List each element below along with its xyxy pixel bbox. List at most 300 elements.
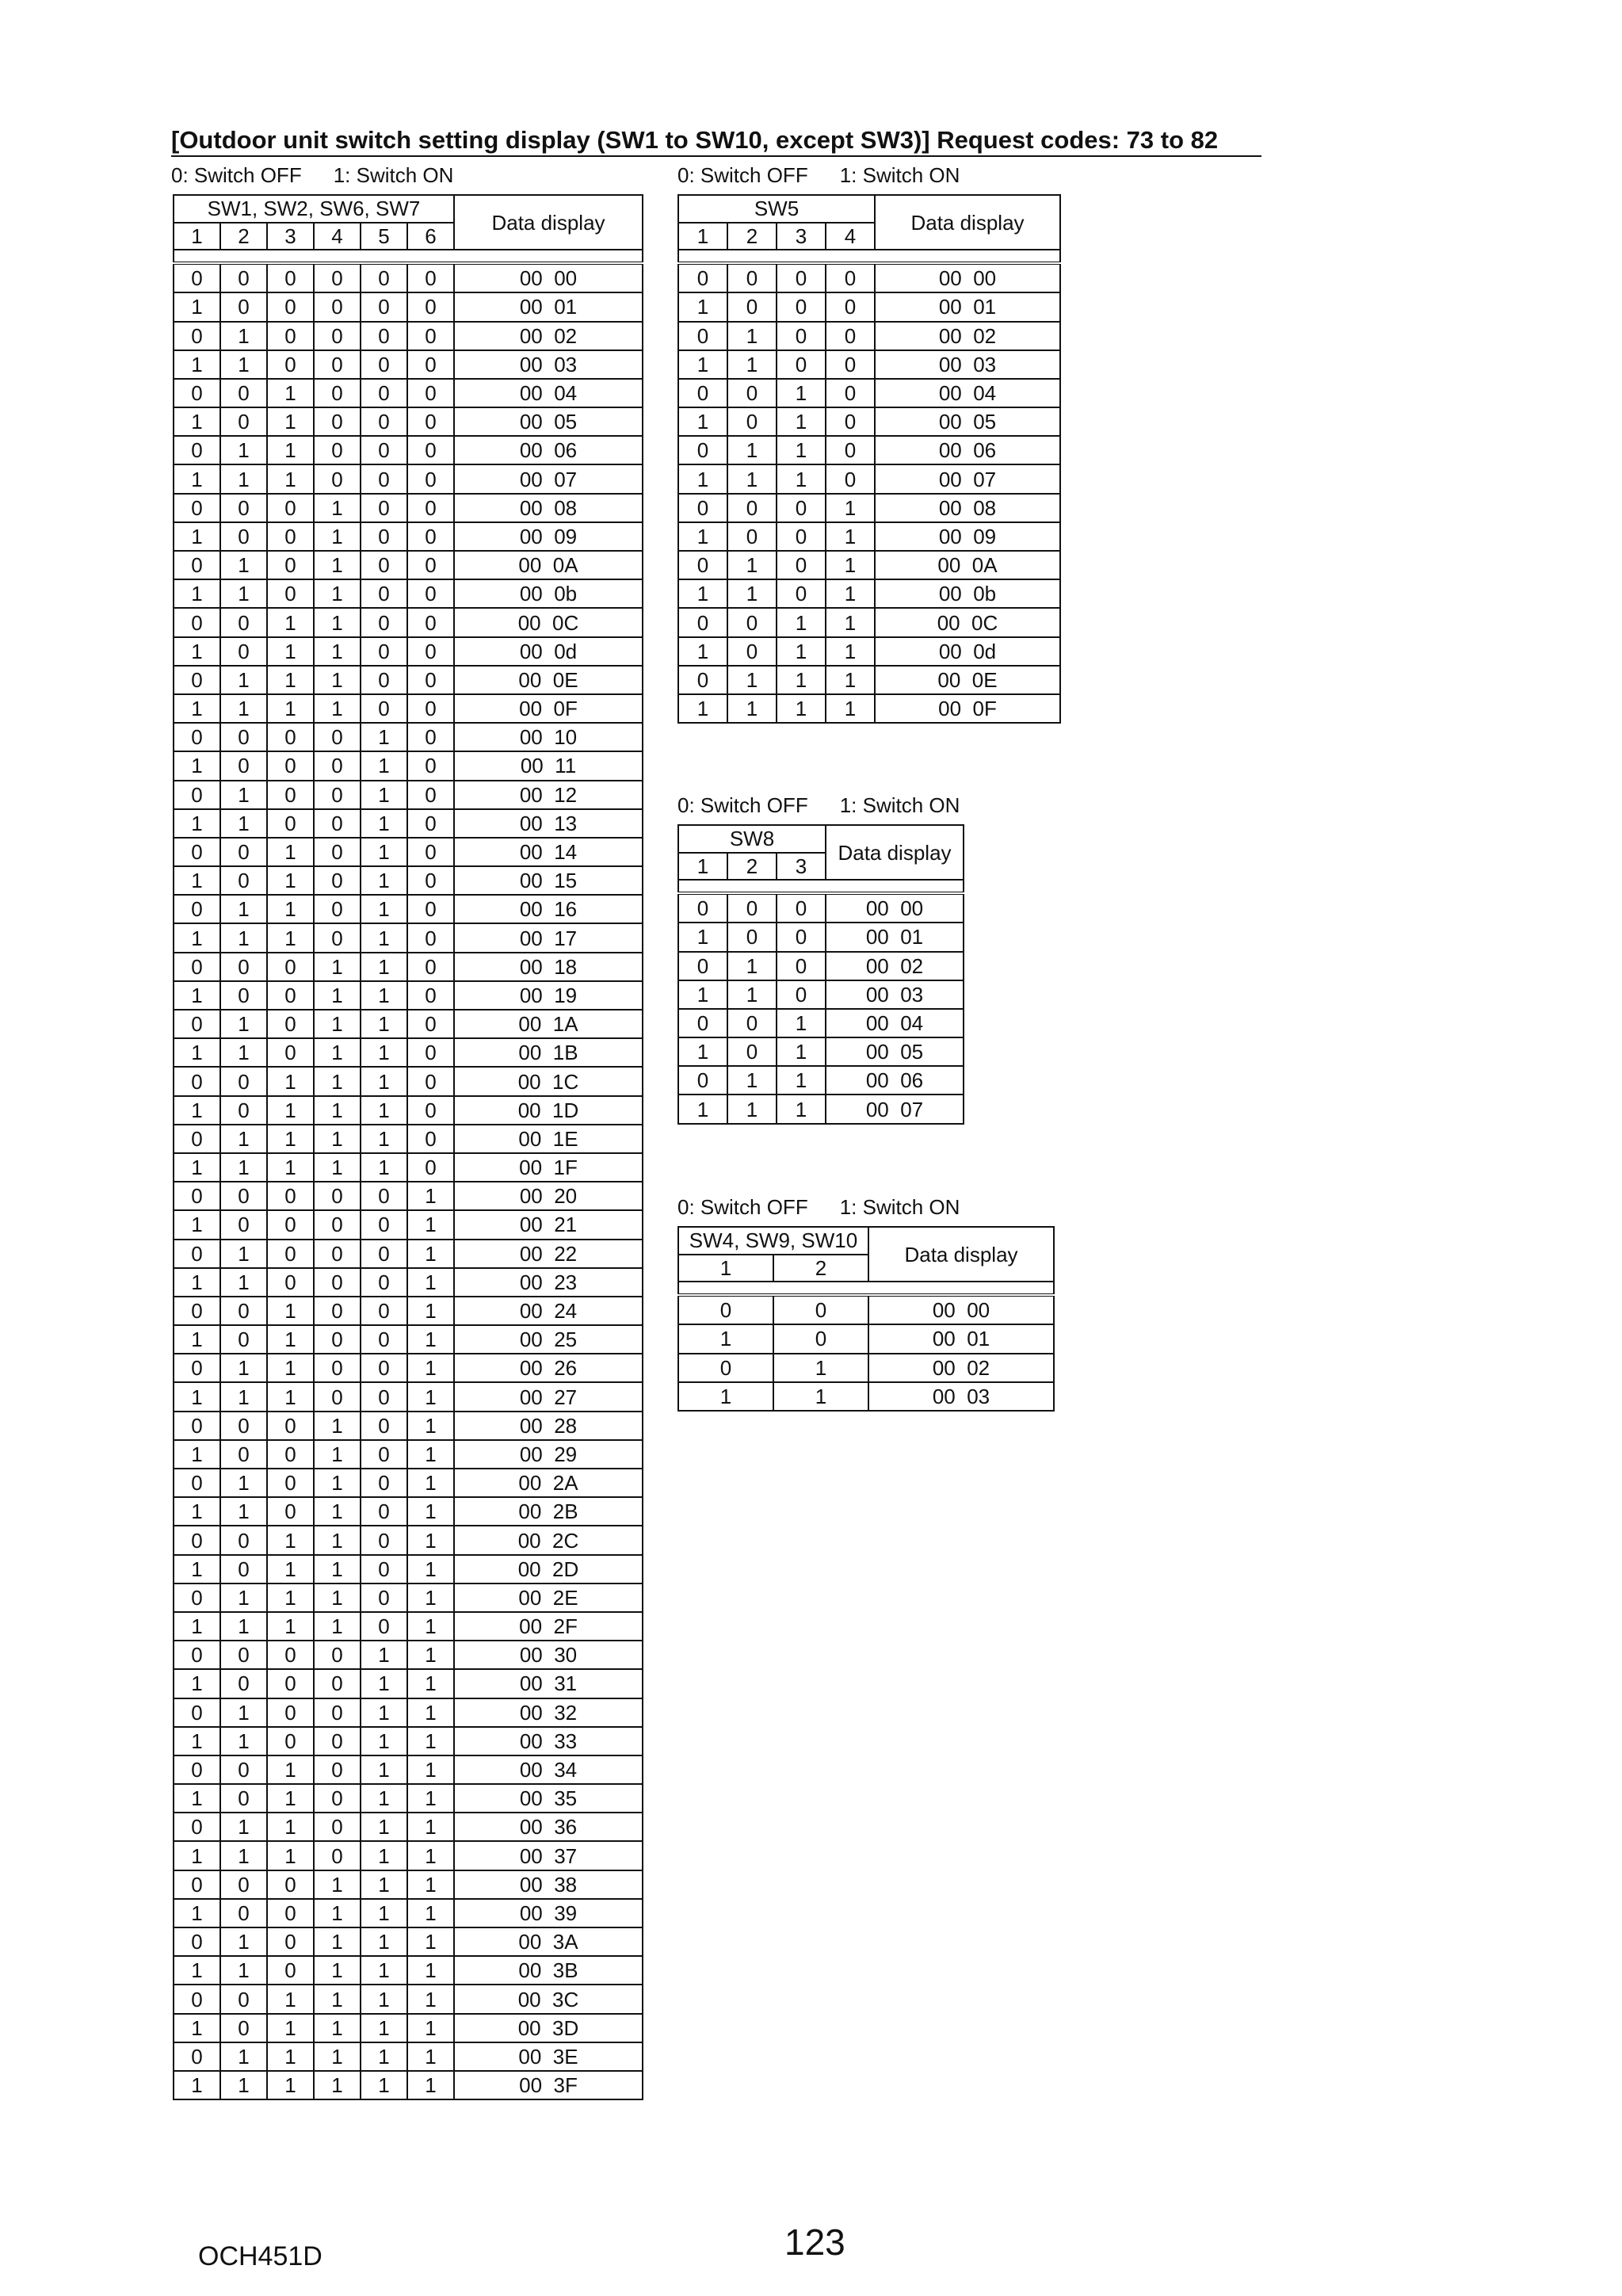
table-row: [174, 1268, 643, 1297]
switch-bit-value: 0: [314, 1784, 361, 1813]
switch-bit-value: 0: [361, 1497, 407, 1526]
switch-bit-value: 1: [267, 637, 314, 666]
switch-bit-value: 1: [314, 981, 361, 1010]
data-display-value: 00 05: [826, 1037, 964, 1066]
switch-bit-value: 0: [174, 1755, 220, 1784]
data-display-value: 00 20: [454, 1182, 643, 1210]
header-row: [678, 1227, 1054, 1255]
table-row: [678, 637, 1060, 666]
switch-bit-value: 1: [777, 379, 826, 407]
switch-bit-value: 0: [361, 1412, 407, 1440]
table-row: [174, 923, 643, 952]
switch-bit-value: 0: [407, 981, 454, 1010]
switch-bit-value: 1: [361, 2042, 407, 2071]
switch-table-sw5: [677, 194, 1061, 724]
switch-bit-value: 1: [678, 292, 727, 321]
header-row: [678, 195, 1060, 223]
table-row: [174, 1899, 643, 1927]
switch-bit-value: 0: [361, 350, 407, 379]
switch-bit-value: 0: [220, 1412, 267, 1440]
switch-bit-value: 1: [174, 1440, 220, 1469]
data-display-value: 00 14: [454, 838, 643, 866]
data-display-value: 00 1E: [454, 1125, 643, 1153]
data-display-value: 00 0C: [454, 608, 643, 636]
switch-bit-value: 0: [678, 1066, 727, 1095]
switch-bit-value: 1: [174, 923, 220, 952]
switch-bit-value: 0: [267, 1182, 314, 1210]
data-display-value: 00 35: [454, 1784, 643, 1813]
table-row: [174, 1125, 643, 1153]
table-row: [174, 522, 643, 551]
data-display-value: 00 08: [454, 494, 643, 522]
table-row: [174, 551, 643, 579]
switch-group-label: SW1, SW2, SW6, SW7: [174, 195, 454, 223]
switch-bit-value: 1: [314, 1067, 361, 1095]
switch-bit-value: 1: [361, 1096, 407, 1125]
switch-bit-value: 1: [678, 923, 727, 951]
switch-bit-value: 0: [314, 1240, 361, 1268]
table-row: [174, 407, 643, 436]
switch-bit-value: 1: [678, 1324, 773, 1353]
table-row: [174, 379, 643, 407]
switch-bit-value: 0: [361, 322, 407, 350]
switch-bit-value: 1: [407, 1669, 454, 1698]
data-display-value: 00 01: [454, 292, 643, 321]
switch-bit-value: 0: [314, 407, 361, 436]
switch-bit-value: 1: [267, 838, 314, 866]
switch-bit-value: 0: [727, 522, 777, 551]
switch-bit-value: 1: [267, 436, 314, 464]
switch-bit-value: 1: [407, 1698, 454, 1727]
table-row: [678, 952, 964, 980]
data-display-value: 00 30: [454, 1641, 643, 1669]
switch-bit-value: 0: [361, 694, 407, 723]
switch-bit-value: 0: [727, 893, 777, 923]
switch-bit-value: 0: [727, 1009, 777, 1037]
data-display-value: 00 3C: [454, 1985, 643, 2013]
switch-bit-value: 1: [314, 1125, 361, 1153]
switch-bit-value: 0: [267, 1240, 314, 1268]
switch-bit-value: 0: [220, 608, 267, 636]
data-display-value: 00 1C: [454, 1067, 643, 1095]
switch-bit-value: 1: [220, 350, 267, 379]
switch-bit-value: 0: [777, 350, 826, 379]
switch-bit-value: 0: [361, 1555, 407, 1584]
table-row: [678, 608, 1060, 636]
switch-bit-value: 0: [220, 1755, 267, 1784]
switch-bit-value: 1: [220, 2071, 267, 2099]
switch-bit-value: 1: [220, 2042, 267, 2071]
switch-bit-value: 0: [407, 1153, 454, 1182]
switch-bit-value: 1: [220, 1153, 267, 1182]
switch-bit-value: 1: [727, 1066, 777, 1095]
bit-number-header: 2: [220, 223, 267, 250]
table-row: [174, 608, 643, 636]
switch-bit-value: 0: [314, 436, 361, 464]
bit-number-header: 4: [826, 223, 875, 250]
switch-bit-value: 1: [777, 1095, 826, 1123]
switch-bit-value: 0: [174, 551, 220, 579]
switch-bit-value: 1: [267, 464, 314, 493]
switch-bit-value: 1: [314, 494, 361, 522]
switch-bit-value: 1: [314, 1096, 361, 1125]
switch-bit-value: 1: [361, 1784, 407, 1813]
switch-bit-value: 1: [314, 1555, 361, 1584]
switch-bit-value: 0: [174, 1412, 220, 1440]
switch-bit-value: 0: [174, 608, 220, 636]
data-display-value: 00 2A: [454, 1469, 643, 1497]
switch-bit-value: 1: [267, 2042, 314, 2071]
switch-bit-value: 1: [777, 1009, 826, 1037]
switch-bit-value: 1: [407, 1354, 454, 1382]
switch-bit-value: 0: [220, 1669, 267, 1698]
table-row: [174, 350, 643, 379]
legend-on: 1: Switch ON: [839, 1195, 960, 1219]
switch-bit-value: 1: [727, 1095, 777, 1123]
switch-bit-value: 0: [407, 1096, 454, 1125]
data-display-value: 00 13: [454, 809, 643, 838]
switch-bit-value: 0: [267, 1497, 314, 1526]
switch-bit-value: 1: [220, 436, 267, 464]
switch-bit-value: 0: [314, 322, 361, 350]
switch-bit-value: 0: [174, 1927, 220, 1956]
table-row: [174, 494, 643, 522]
data-display-value: 00 1B: [454, 1038, 643, 1067]
data-display-value: 00 19: [454, 981, 643, 1010]
switch-bit-value: 0: [220, 1210, 267, 1239]
table-row: [678, 292, 1060, 321]
switch-bit-value: 1: [174, 751, 220, 780]
switch-bit-value: 0: [174, 1469, 220, 1497]
switch-bit-value: 1: [314, 2014, 361, 2042]
switch-bit-value: 1: [678, 980, 727, 1009]
table-row: [174, 1440, 643, 1469]
data-display-value: 00 18: [454, 953, 643, 981]
switch-bit-value: 0: [174, 322, 220, 350]
data-display-value: 00 02: [868, 1354, 1054, 1382]
switch-bit-value: 0: [678, 1009, 727, 1037]
switch-bit-value: 1: [826, 551, 875, 579]
switch-bit-value: 1: [220, 1497, 267, 1526]
switch-bit-value: 1: [267, 1526, 314, 1554]
switch-bit-value: 0: [314, 1841, 361, 1870]
switch-bit-value: 1: [267, 1755, 314, 1784]
switch-bit-value: 0: [678, 893, 727, 923]
switch-bit-value: 0: [678, 551, 727, 579]
bit-number-header: 2: [727, 853, 777, 881]
switch-bit-value: 1: [407, 1899, 454, 1927]
table-row: [678, 522, 1060, 551]
switch-bit-value: 1: [777, 1037, 826, 1066]
data-display-value: 00 29: [454, 1440, 643, 1469]
data-display-header: Data display: [454, 195, 643, 250]
switch-bit-value: 0: [174, 895, 220, 923]
switch-bit-value: 1: [220, 1010, 267, 1038]
switch-bit-value: 1: [727, 952, 777, 980]
switch-bit-value: 1: [407, 1526, 454, 1554]
switch-bit-value: 0: [220, 263, 267, 292]
table-row: [174, 953, 643, 981]
switch-bit-value: 0: [220, 2014, 267, 2042]
table-row: [174, 838, 643, 866]
switch-bit-value: 1: [407, 1584, 454, 1612]
switch-bit-value: 1: [361, 1985, 407, 2013]
switch-bit-value: 0: [267, 551, 314, 579]
data-display-value: 00 3D: [454, 2014, 643, 2042]
switch-bit-value: 0: [174, 1067, 220, 1095]
table-row: [174, 1210, 643, 1239]
data-display-value: 00 07: [454, 464, 643, 493]
data-display-value: 00 32: [454, 1698, 643, 1727]
switch-bit-value: 1: [361, 781, 407, 809]
data-display-value: 00 01: [875, 292, 1060, 321]
table-row: [678, 1354, 1054, 1382]
switch-bit-value: 0: [314, 1268, 361, 1297]
separator-cell: [174, 250, 643, 263]
switch-bit-value: 1: [777, 694, 826, 723]
table-row: [174, 666, 643, 694]
switch-bit-value: 0: [267, 350, 314, 379]
table-row: [174, 436, 643, 464]
switch-bit-value: 0: [407, 694, 454, 723]
switch-bit-value: 1: [174, 1038, 220, 1067]
switch-bit-value: 0: [727, 637, 777, 666]
switch-bit-value: 1: [407, 1727, 454, 1755]
table-row: [174, 1412, 643, 1440]
switch-bit-value: 0: [407, 1125, 454, 1153]
switch-bit-value: 1: [678, 1095, 727, 1123]
switch-bit-value: 0: [678, 1354, 773, 1382]
switch-bit-value: 0: [314, 1669, 361, 1698]
switch-bit-value: 0: [220, 379, 267, 407]
switch-bit-value: 0: [220, 292, 267, 321]
switch-bit-value: 0: [220, 494, 267, 522]
switch-bit-value: 1: [220, 551, 267, 579]
switch-bit-value: 0: [407, 522, 454, 551]
bit-number-header: 1: [678, 853, 727, 881]
bit-number-header: 3: [777, 223, 826, 250]
table-row: [174, 1813, 643, 1841]
switch-bit-value: 1: [361, 1813, 407, 1841]
switch-bit-value: 1: [314, 1612, 361, 1641]
data-display-header: Data display: [826, 825, 964, 880]
switch-bit-value: 0: [407, 263, 454, 292]
switch-bit-value: 1: [220, 666, 267, 694]
switch-bit-value: 0: [678, 263, 727, 292]
switch-bit-value: 1: [174, 981, 220, 1010]
switch-bit-value: 0: [777, 980, 826, 1009]
switch-bit-value: 1: [174, 1784, 220, 1813]
switch-bit-value: 0: [174, 781, 220, 809]
switch-bit-value: 1: [361, 1067, 407, 1095]
switch-bit-value: 0: [361, 1440, 407, 1469]
switch-bit-value: 1: [361, 1669, 407, 1698]
switch-bit-value: 1: [174, 1899, 220, 1927]
data-display-value: 00 38: [454, 1870, 643, 1899]
data-display-value: 00 01: [868, 1324, 1054, 1353]
switch-bit-value: 0: [361, 522, 407, 551]
switch-bit-value: 1: [407, 1469, 454, 1497]
switch-bit-value: 0: [678, 322, 727, 350]
switch-bit-value: 1: [220, 1584, 267, 1612]
switch-bit-value: 0: [174, 838, 220, 866]
table-row: [174, 2071, 643, 2099]
data-display-value: 00 24: [454, 1297, 643, 1325]
switch-bit-value: 1: [267, 866, 314, 895]
switch-bit-value: 1: [678, 464, 727, 493]
legend-off: 0: Switch OFF: [677, 1195, 808, 1219]
data-display-value: 00 2D: [454, 1555, 643, 1584]
switch-bit-value: 0: [267, 781, 314, 809]
switch-bit-value: 0: [361, 292, 407, 321]
switch-bit-value: 0: [678, 379, 727, 407]
switch-bit-value: 1: [314, 2071, 361, 2099]
switch-bit-value: 1: [407, 1784, 454, 1813]
switch-bit-value: 0: [314, 1641, 361, 1669]
table-row: [174, 464, 643, 493]
switch-bit-value: 0: [407, 1010, 454, 1038]
switch-bit-value: 0: [267, 1268, 314, 1297]
switch-bit-value: 1: [361, 1870, 407, 1899]
data-display-value: 00 33: [454, 1727, 643, 1755]
data-display-value: 00 0E: [454, 666, 643, 694]
table-row: [174, 1698, 643, 1727]
switch-bit-value: 1: [727, 666, 777, 694]
data-display-value: 00 00: [826, 893, 964, 923]
switch-bit-value: 1: [220, 1927, 267, 1956]
data-display-header: Data display: [868, 1227, 1054, 1282]
data-display-value: 00 3F: [454, 2071, 643, 2099]
switch-group-label: SW4, SW9, SW10: [678, 1227, 868, 1255]
switch-bit-value: 0: [174, 1698, 220, 1727]
switch-bit-value: 0: [407, 723, 454, 751]
switch-bit-value: 1: [678, 522, 727, 551]
table-row: [678, 1066, 964, 1095]
switch-bit-value: 1: [314, 1469, 361, 1497]
data-display-value: 00 0F: [875, 694, 1060, 723]
switch-bit-value: 0: [174, 1125, 220, 1153]
switch-bit-value: 0: [826, 379, 875, 407]
switch-bit-value: 0: [407, 809, 454, 838]
switch-bit-value: 1: [773, 1354, 868, 1382]
switch-bit-value: 0: [220, 1526, 267, 1554]
switch-bit-value: 1: [777, 608, 826, 636]
switch-bit-value: 1: [361, 1927, 407, 1956]
switch-bit-value: 1: [174, 1268, 220, 1297]
legend-t3: [677, 793, 960, 818]
legend-on: 1: Switch ON: [839, 793, 960, 817]
switch-bit-value: 0: [407, 895, 454, 923]
switch-bit-value: 1: [407, 1555, 454, 1584]
bit-number-header: 2: [773, 1255, 868, 1282]
switch-bit-value: 0: [314, 1382, 361, 1411]
switch-bit-value: 1: [361, 1125, 407, 1153]
switch-bit-value: 0: [174, 1182, 220, 1210]
switch-bit-value: 0: [361, 1325, 407, 1354]
data-display-value: 00 37: [454, 1841, 643, 1870]
switch-bit-value: 0: [220, 1784, 267, 1813]
switch-bit-value: 1: [267, 923, 314, 952]
bit-number-header: 3: [777, 853, 826, 881]
table-row: [174, 1727, 643, 1755]
data-display-value: 00 25: [454, 1325, 643, 1354]
switch-bit-value: 0: [267, 1870, 314, 1899]
switch-bit-value: 1: [267, 2071, 314, 2099]
legend-off: 0: Switch OFF: [677, 163, 808, 187]
switch-bit-value: 1: [777, 407, 826, 436]
switch-bit-value: 1: [267, 1784, 314, 1813]
switch-bit-value: 0: [267, 953, 314, 981]
switch-bit-value: 0: [314, 1297, 361, 1325]
switch-bit-value: 1: [361, 953, 407, 981]
switch-bit-value: 0: [220, 1297, 267, 1325]
switch-bit-value: 0: [407, 838, 454, 866]
switch-bit-value: 0: [826, 436, 875, 464]
table-row: [174, 1784, 643, 1813]
data-display-value: 00 08: [875, 494, 1060, 522]
bit-number-header: 2: [727, 223, 777, 250]
switch-bit-value: 0: [174, 1354, 220, 1382]
switch-bit-value: 1: [314, 1927, 361, 1956]
switch-bit-value: 0: [407, 494, 454, 522]
switch-bit-value: 1: [826, 694, 875, 723]
switch-bit-value: 1: [727, 694, 777, 723]
switch-bit-value: 1: [267, 1325, 314, 1354]
switch-bit-value: 0: [314, 379, 361, 407]
switch-bit-value: 1: [220, 579, 267, 608]
switch-bit-value: 0: [727, 608, 777, 636]
document-code: OCH451D: [198, 2241, 322, 2271]
switch-bit-value: 0: [174, 1584, 220, 1612]
switch-bit-value: 1: [220, 1240, 267, 1268]
table-row: [174, 1755, 643, 1784]
table-row: [678, 379, 1060, 407]
switch-bit-value: 0: [361, 1526, 407, 1554]
switch-bit-value: 1: [174, 522, 220, 551]
switch-bit-value: 1: [314, 1412, 361, 1440]
table-row: [174, 1641, 643, 1669]
bit-number-header: 6: [407, 223, 454, 250]
table-row: [174, 1297, 643, 1325]
switch-bit-value: 0: [267, 1698, 314, 1727]
switch-bit-value: 1: [220, 1698, 267, 1727]
data-display-value: 00 02: [454, 322, 643, 350]
separator-cell: [678, 1282, 1054, 1295]
switch-bit-value: 1: [174, 1096, 220, 1125]
switch-bit-value: 1: [174, 1325, 220, 1354]
table-row: [174, 1612, 643, 1641]
switch-bit-value: 0: [314, 1210, 361, 1239]
switch-bit-value: 0: [727, 1037, 777, 1066]
switch-bit-value: 1: [267, 379, 314, 407]
switch-bit-value: 1: [220, 1038, 267, 1067]
switch-bit-value: 1: [407, 1813, 454, 1841]
switch-bit-value: 1: [314, 2042, 361, 2071]
switch-bit-value: 1: [174, 1669, 220, 1698]
switch-bit-value: 1: [361, 838, 407, 866]
switch-bit-value: 0: [361, 1210, 407, 1239]
table-row: [174, 1497, 643, 1526]
data-display-value: 00 09: [454, 522, 643, 551]
switch-bit-value: 0: [220, 866, 267, 895]
switch-bit-value: 0: [773, 1295, 868, 1324]
switch-bit-value: 0: [678, 666, 727, 694]
switch-bit-value: 1: [407, 1956, 454, 1985]
switch-bit-value: 1: [174, 1841, 220, 1870]
switch-bit-value: 1: [314, 608, 361, 636]
switch-bit-value: 1: [220, 895, 267, 923]
switch-bit-value: 1: [727, 436, 777, 464]
